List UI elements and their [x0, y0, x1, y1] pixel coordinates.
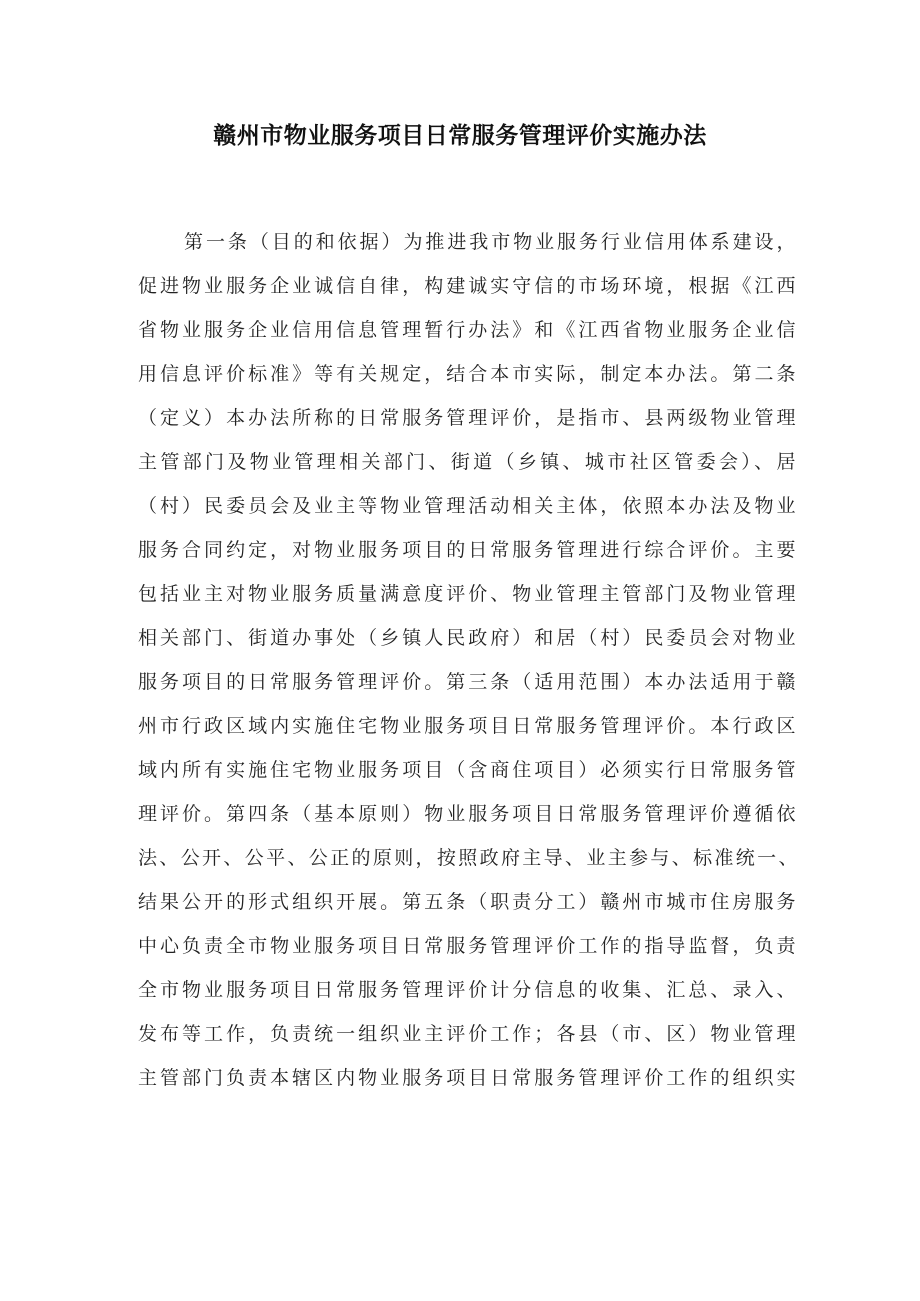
body-line: 全市物业服务项目日常服务管理评价计分信息的收集、汇总、录入、: [138, 979, 798, 1001]
body-line: 主管部门及物业管理相关部门、街道（乡镇、城市社区管委会）、居: [138, 451, 798, 473]
body-line: 域内所有实施住宅物业服务项目（含商住项目）必须实行日常服务管: [138, 759, 798, 781]
body-line: 省物业服务企业信用信息管理暂行办法》和《江西省物业服务企业信: [138, 319, 798, 341]
body-line: 促进物业服务企业诚信自律，构建诚实守信的市场环境，根据《江西: [138, 275, 798, 297]
body-line: 法、公开、公平、公正的原则，按照政府主导、业主参与、标准统一、: [138, 847, 798, 869]
body-line: 结果公开的形式组织开展。第五条（职责分工）赣州市城市住房服务: [138, 891, 798, 913]
document-title: 赣州市物业服务项目日常服务管理评价实施办法: [213, 123, 707, 149]
body-line: 州市行政区域内实施住宅物业服务项目日常服务管理评价。本行政区: [138, 715, 798, 737]
body-line: 发布等工作，负责统一组织业主评价工作；各县（市、区）物业管理: [138, 1023, 798, 1045]
body-line: 主管部门负责本辖区内物业服务项目日常服务管理评价工作的组织实: [138, 1067, 798, 1089]
body-line: 理评价。第四条（基本原则）物业服务项目日常服务管理评价遵循依: [138, 803, 798, 825]
body-line: （定义）本办法所称的日常服务管理评价，是指市、县两级物业管理: [138, 407, 798, 429]
document-body: [138, 220, 798, 1100]
body-line: 中心负责全市物业服务项目日常服务管理评价工作的指导监督，负责: [138, 935, 798, 957]
body-line: 服务合同约定，对物业服务项目的日常服务管理进行综合评价。主要: [138, 539, 798, 561]
body-line: 第一条（目的和依据）为推进我市物业服务行业信用体系建设，: [184, 231, 798, 253]
body-line: （村）民委员会及业主等物业管理活动相关主体，依照本办法及物业: [138, 495, 798, 517]
body-line: 包括业主对物业服务质量满意度评价、物业管理主管部门及物业管理: [138, 583, 798, 605]
body-line: 用信息评价标准》等有关规定，结合本市实际，制定本办法。第二条: [138, 363, 798, 385]
body-line: 服务项目的日常服务管理评价。第三条（适用范围）本办法适用于赣: [138, 671, 798, 693]
body-line: 相关部门、街道办事处（乡镇人民政府）和居（村）民委员会对物业: [138, 627, 798, 649]
